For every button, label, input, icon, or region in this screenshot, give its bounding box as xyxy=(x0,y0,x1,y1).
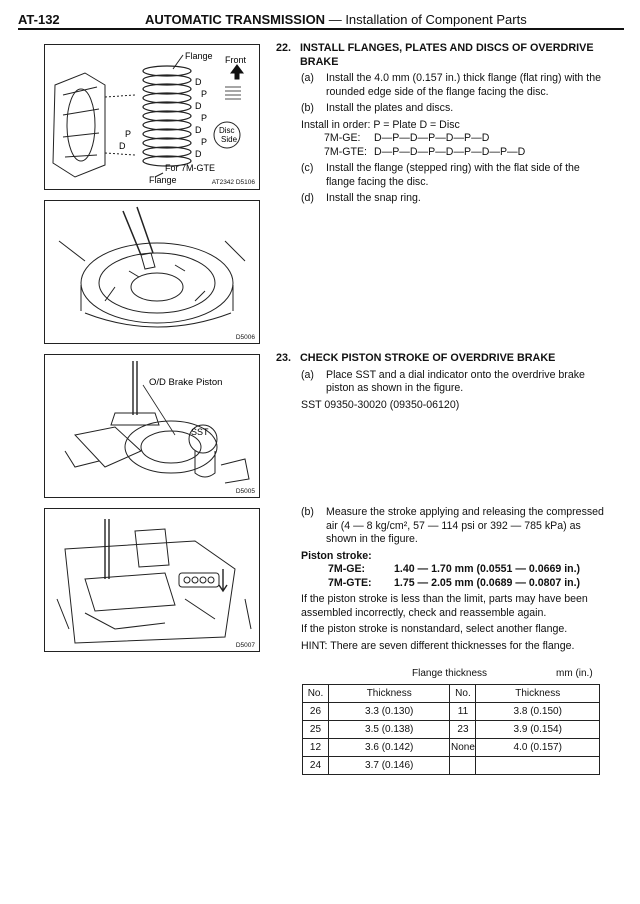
snap-ring-illustration xyxy=(45,201,259,343)
cell-thickness: 3.3 (0.130) xyxy=(328,703,450,721)
table-caption: Flange thickness xyxy=(412,668,488,679)
stroke-ge-value: 1.40 — 1.70 mm (0.0551 — 0.0669 in.) xyxy=(394,563,581,575)
cell-no xyxy=(450,757,476,775)
step-22-heading: INSTALL FLANGES, PLATES AND DISCS OF OVERDRIVE BRAKE xyxy=(300,42,594,68)
flange-table xyxy=(302,684,600,775)
stroke-gte-value: 1.75 — 2.05 mm (0.0689 — 0.0807 in.) xyxy=(394,576,581,589)
figure-piston-sst xyxy=(44,354,260,498)
label-for-gte: For 7M-GTE xyxy=(165,163,216,173)
step-22-number: 22. xyxy=(276,42,292,54)
step-22c-label: (c) xyxy=(301,162,314,174)
order-gte-value: D—P—D—P—D—P—D—P—D xyxy=(374,145,526,158)
page-number: AT-132 xyxy=(18,12,60,27)
step-22d-text: Install the snap ring. xyxy=(326,192,421,204)
cell-no: 24 xyxy=(303,757,329,775)
stroke-ge-label: 7M-GE: xyxy=(328,563,366,575)
step-22a-text: Install the 4.0 mm (0.157 in.) thick flange (flat ring) with the rounded edge side of the flange facing the disc. xyxy=(326,72,601,98)
label-flange-bottom: Flange xyxy=(149,175,177,185)
col-header-thickness: Thickness xyxy=(476,685,600,703)
cell-thickness xyxy=(476,757,600,775)
step-23a-label: (a) xyxy=(301,368,314,381)
step-23b xyxy=(276,506,606,547)
label-disc: Disc xyxy=(219,126,235,135)
col-header-no: No. xyxy=(303,685,329,703)
col-header-thickness: Thickness xyxy=(328,685,450,703)
flange-stack-illustration xyxy=(45,45,259,189)
step-23-title xyxy=(276,352,606,366)
step-23a-text: Place SST and a dial indicator onto the overdrive brake piston as shown in the figure. xyxy=(326,368,585,394)
note-less-than-limit: If the piston stroke is less than the limit, parts may have been assembled incorrectly, check and reassemble again. xyxy=(301,593,588,619)
table-row xyxy=(303,703,600,721)
note-nonstandard: If the piston stroke is nonstandard, select another flange. xyxy=(301,623,568,635)
cell-thickness: 3.6 (0.142) xyxy=(328,739,450,757)
label-p3: P xyxy=(201,137,208,147)
cell-no: 26 xyxy=(303,703,329,721)
step-23-heading: CHECK PISTON STROKE OF OVERDRIVE BRAKE xyxy=(300,352,556,364)
figure-code: D5005 xyxy=(235,488,255,495)
col-header-no: No. xyxy=(450,685,476,703)
step-22d-label: (d) xyxy=(301,192,314,204)
piston-stroke-gte xyxy=(276,577,606,591)
label-p1: P xyxy=(201,89,208,99)
label-d-left: D xyxy=(119,141,126,151)
order-ge-value: D—P—D—P—D—P—D xyxy=(374,132,490,144)
step-23b-block xyxy=(276,506,606,653)
label-side: Side xyxy=(221,135,238,144)
table-header-row xyxy=(303,685,600,703)
step-22b-label: (b) xyxy=(301,102,314,114)
step-22b xyxy=(276,102,606,116)
step-23 xyxy=(276,352,606,412)
label-front: Front xyxy=(225,55,247,65)
cell-thickness: 4.0 (0.157) xyxy=(476,739,600,757)
label-d3: D xyxy=(195,125,202,135)
piston-sst-illustration xyxy=(45,355,259,497)
label-d4: D xyxy=(195,149,202,159)
figure-stroke-air xyxy=(44,508,260,652)
table-row xyxy=(303,757,600,775)
install-order-gte xyxy=(276,146,606,160)
step-22a-label: (a) xyxy=(301,72,314,84)
cell-no: 23 xyxy=(450,721,476,739)
step-23a xyxy=(276,369,606,396)
hint: HINT: There are seven different thicknesses for the flange. xyxy=(301,639,575,652)
step-22c xyxy=(276,162,606,189)
label-flange-top: Flange xyxy=(185,51,213,61)
cell-no: 12 xyxy=(303,739,329,757)
figure-flange-stack xyxy=(44,44,260,190)
step-22d xyxy=(276,192,606,206)
step-23b-text: Measure the stroke applying and releasing the compressed air (4 — 8 kg/cm², 57 — 114 psi or 392 — 785 kPa) as shown in the figure. xyxy=(326,506,604,545)
install-order-intro: Install in order: P = Plate D = Disc xyxy=(301,118,460,131)
figure-code: AT2342 D5106 xyxy=(211,179,255,186)
stroke-gte-label: 7M-GTE: xyxy=(328,576,372,589)
step-23-number: 23. xyxy=(276,352,292,364)
piston-stroke-ge xyxy=(276,563,606,577)
label-sst: SST xyxy=(191,427,209,437)
step-22c-text: Install the flange (stepped ring) with the flat side of the flange facing the disc. xyxy=(326,162,580,188)
label-d1: D xyxy=(195,77,202,87)
figure-snap-ring xyxy=(44,200,260,344)
cell-no: 25 xyxy=(303,721,329,739)
figure-code: D5006 xyxy=(235,334,255,341)
table-unit: mm (in.) xyxy=(556,668,593,679)
label-p2: P xyxy=(201,113,208,123)
order-gte-label: 7M-GTE: xyxy=(324,145,367,158)
step-22a xyxy=(276,72,606,99)
table-row xyxy=(303,721,600,739)
cell-thickness: 3.5 (0.138) xyxy=(328,721,450,739)
header-rule xyxy=(18,28,624,30)
label-d2: D xyxy=(195,101,202,111)
header-title xyxy=(145,12,527,27)
install-order-ge xyxy=(276,132,606,146)
cell-no: None xyxy=(450,739,476,757)
section-subtitle: — Installation of Component Parts xyxy=(328,12,527,27)
stroke-air-illustration xyxy=(45,509,259,651)
cell-thickness: 3.7 (0.146) xyxy=(328,757,450,775)
step-23b-label: (b) xyxy=(301,506,314,518)
sst-number: SST 09350-30020 (09350-06120) xyxy=(301,398,460,411)
step-22 xyxy=(276,42,606,206)
figure-code: D5007 xyxy=(235,642,255,649)
order-ge-label: 7M-GE: xyxy=(324,132,361,144)
step-22-title xyxy=(276,42,606,69)
cell-no: 11 xyxy=(450,703,476,721)
table-row xyxy=(303,739,600,757)
cell-thickness: 3.9 (0.154) xyxy=(476,721,600,739)
piston-stroke-title: Piston stroke: xyxy=(301,549,372,562)
cell-thickness: 3.8 (0.150) xyxy=(476,703,600,721)
label-od-brake-piston: O/D Brake Piston xyxy=(149,377,223,388)
label-p-left: P xyxy=(125,129,132,139)
section-title: AUTOMATIC TRANSMISSION xyxy=(145,12,326,27)
step-22b-text: Install the plates and discs. xyxy=(326,102,454,114)
